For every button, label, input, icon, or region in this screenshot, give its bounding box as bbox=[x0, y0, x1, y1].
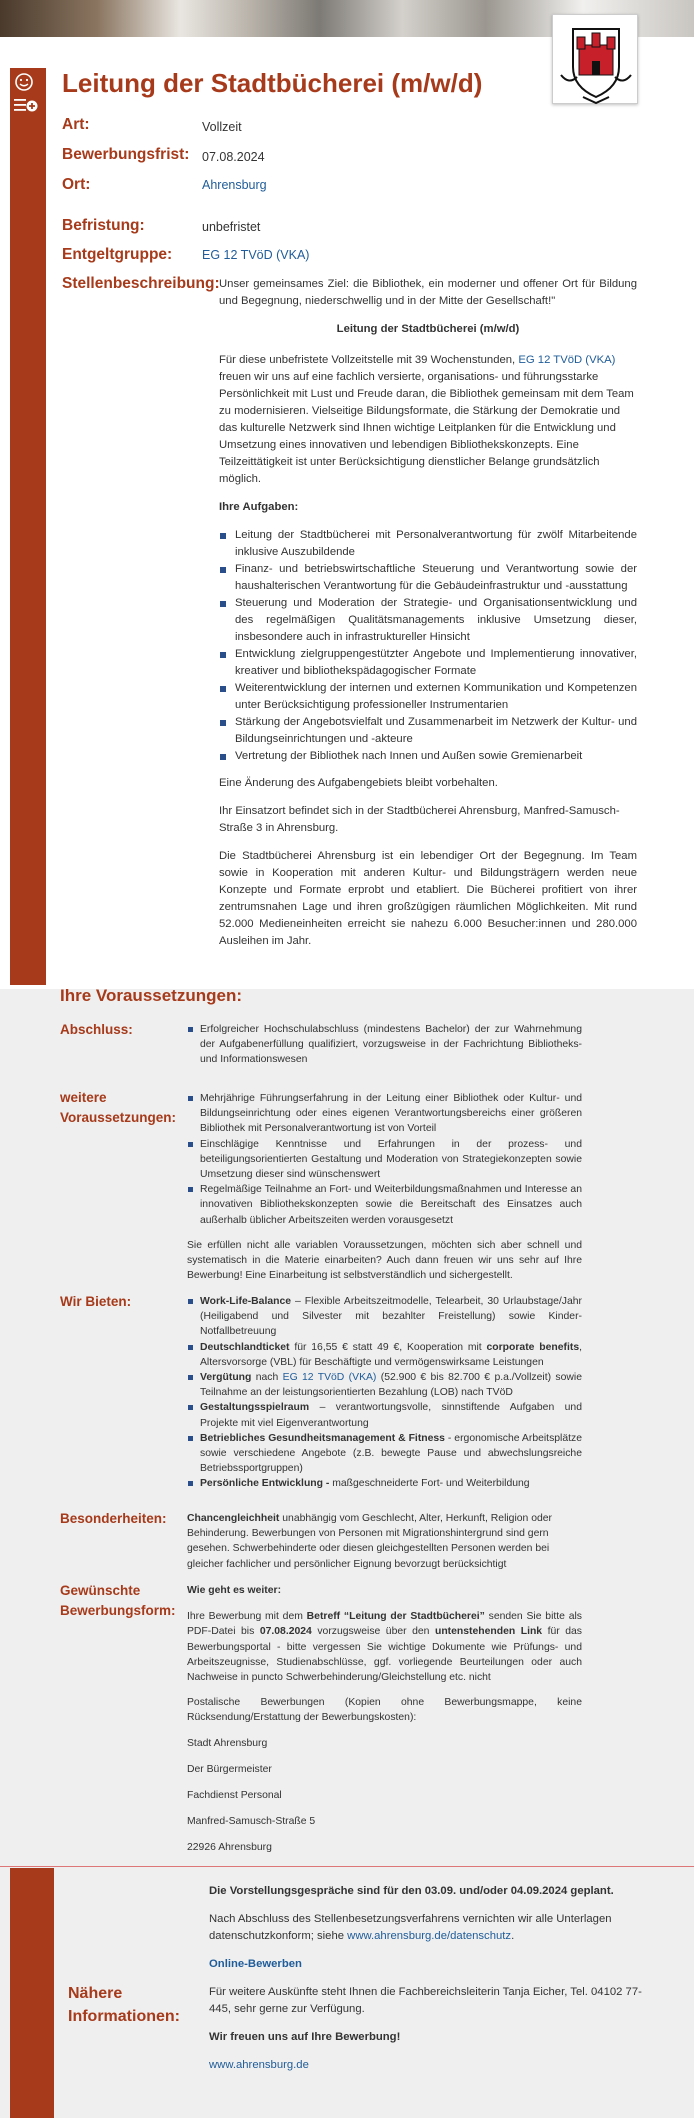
city-logo bbox=[552, 14, 638, 104]
address-line: Fachdienst Personal bbox=[187, 1790, 282, 1802]
list-item: Finanz- und betriebswirtschaftliche Steuerung und Verantwortung sowie der haushalterischen Verantwortung für die Gebäudeinfrastruktur und -ausstattung bbox=[219, 561, 637, 595]
list-item: Gestaltungsspielraum – verantwortungsvolle, sinnstiftende Aufgaben und Projekte mit viel Eigenverantwortung bbox=[187, 1400, 582, 1430]
pay-grade-inline-link[interactable]: EG 12 TVöD (VKA) bbox=[518, 354, 616, 366]
website-link[interactable]: www.ahrensburg.de bbox=[209, 2059, 309, 2071]
contact-text: Für weitere Auskünfte steht Ihnen die Fachbereichsleiterin Tanja Eicher, Tel. 04102 77-445, sehr gerne zur Verfügung. bbox=[209, 1986, 642, 2015]
tasks-heading: Ihre Aufgaben: bbox=[219, 501, 299, 513]
action-icons bbox=[13, 72, 39, 114]
list-item: Mehrjährige Führungserfahrung in der Leitung einer Bibliothek oder Kultur- und Bildungseinrichtung oder eines eigenen Verantwortungsbereichs einer größeren Bibliothek mit Personalverantwortung ist von Vorteil bbox=[187, 1091, 582, 1137]
list-item: Leitung der Stadtbücherei mit Personalverantwortung für zwölf Mitarbeitende inklusive Auszubildende bbox=[219, 527, 637, 561]
interview-dates: Die Vorstellungsgespräche sind für den 03.09. und/oder 04.09.2024 geplant. bbox=[209, 1885, 614, 1897]
accent-bar-bottom-overlay bbox=[10, 1868, 54, 2118]
further-requirements-label: weitere Voraussetzungen: bbox=[60, 1090, 177, 1125]
closing-text: Wir freuen uns auf Ihre Bewerbung! bbox=[209, 2031, 401, 2043]
art-label: Art: bbox=[62, 116, 90, 133]
postal-note: Postalische Bewerbungen (Kopien ohne Bewerbungsmappe, keine Rücksendung/Erstattung der Bewerbungskosten): bbox=[187, 1697, 582, 1724]
degree-label: Abschluss: bbox=[60, 1022, 133, 1037]
next-steps-heading: Wie geht es weiter: bbox=[187, 1585, 282, 1596]
benefits-section bbox=[187, 1294, 582, 1492]
apply-online-link[interactable]: Online-Bewerben bbox=[209, 1958, 302, 1970]
deadline-value: 07.08.2024 bbox=[202, 150, 265, 164]
address-line: Manfred-Samusch-Straße 5 bbox=[187, 1816, 316, 1828]
more-info-label: Nähere Informationen: bbox=[68, 1985, 180, 2025]
section-divider bbox=[0, 1866, 694, 1867]
term-label: Befristung: bbox=[62, 217, 145, 234]
page-title: Leitung der Stadtbücherei (m/w/d) bbox=[62, 68, 483, 98]
specifics-section: Chancengleichheit unabhängig vom Geschlecht, Alter, Herkunft, Religion oder Behinderung. Bewerbungen von Personen mit Migrationshintergrund sind gern gesehen. Schwerbehinderte oder diesen gleichgestellten Personen werden bei gleicher fachlicher und persönlicher Eignung bevorzugt berücksichtigt bbox=[187, 1513, 553, 1570]
list-item: Einschlägige Kenntnisse und Erfahrungen in der prozess- und beteiligungsorientierten Gestaltung und Moderation von Strategiekonzepten sowie Umsetzung dieser sind wünschenswert bbox=[187, 1137, 582, 1183]
list-item: Vertretung der Bibliothek nach Innen und Außen sowie Gremienarbeit bbox=[219, 748, 637, 765]
list-item: Entwicklung zielgruppengestützter Angebote und Implementierung innovativer, kreativer und bibliothekspädagogischer Formate bbox=[219, 646, 637, 680]
degree-section bbox=[187, 1022, 582, 1068]
address-line: Stadt Ahrensburg bbox=[187, 1737, 268, 1749]
add-list-icon[interactable] bbox=[13, 96, 39, 114]
intro-text: Unser gemeinsames Ziel: die Bibliothek, ein moderner und offener Ort für Bildung und Begegnung, niederschwellig und in der Mitte der Gesellschaft!" bbox=[219, 278, 637, 307]
pay-grade-link[interactable]: EG 12 TVöD (VKA) bbox=[202, 248, 310, 262]
art-value: Vollzeit bbox=[202, 120, 242, 134]
location-label: Ort: bbox=[62, 176, 91, 193]
list-item: Persönliche Entwicklung - maßgeschneiderte Fort- und Weiterbildung bbox=[187, 1476, 582, 1491]
pay-grade-inline-link[interactable]: EG 12 TVöD (VKA) bbox=[282, 1372, 377, 1384]
list-item: Betriebliches Gesundheitsmanagement & Fitness - ergonomische Arbeitsplätze sowie verschiedene Angebote (z.B. bewegte Pause und abwechslungsreiche Betriebssportgruppen) bbox=[187, 1431, 582, 1477]
privacy-link[interactable]: www.ahrensburg.de/datenschutz bbox=[347, 1930, 512, 1942]
accent-bar-top bbox=[10, 68, 46, 985]
list-item: Weiterentwicklung der internen und externen Kommunikation und Kompetenzen unter Berücksichtigung professioneller Instrumentarien bbox=[219, 680, 637, 714]
further-requirements-section bbox=[187, 1091, 582, 1293]
description-paragraph: Für diese unbefristete Vollzeitstelle mit 39 Wochenstunden, EG 12 TVöD (VKA) freuen wir uns auf eine fachlich versierte, organisations- und führungsstarke Persönlichkeit mit Lust und Freude daran, die Bibliothek gemeinsam mit dem Team zu modernisieren. Vielseitige Bildungsformate, die Stärkung der Demokratie und das kulturelle Netzwerk sind Ihnen wichtige Leitplanken für die Entwicklung und Umsetzung eines innovativen und lebendigen Bibliothekskonzepts. Eine Teilzeittätigkeit ist unter Berücksichtigung dienstlicher Belange grundsätzlich möglich. bbox=[219, 354, 634, 485]
tasks-list bbox=[219, 527, 637, 765]
job-description bbox=[219, 276, 637, 961]
location-note: Ihr Einsatzort befindet sich in der Stadtbücherei Ahrensburg, Manfred-Samusch-Straße 3 in Ahrensburg. bbox=[219, 805, 620, 834]
change-note: Eine Änderung des Aufgabengebiets bleibt vorbehalten. bbox=[219, 777, 498, 789]
list-item: Regelmäßige Teilnahme an Fort- und Weiterbildungsmaßnahmen und Interesse an innovativen Bibliothekskonzepten sowie die Bereitschaft des Einsatzes auch außerhalb üblicher Arbeitszeiten werden vorausgesetzt bbox=[187, 1182, 582, 1228]
list-item: Work-Life-Balance – Flexible Arbeitszeitmodelle, Telearbeit, 30 Urlaubstage/Jahr (Heiligabend und Silvester mit bezahlter Freistellung) sowie Kinder-Notfallbetreuung bbox=[187, 1294, 582, 1340]
list-item: Deutschlandticket für 16,55 € statt 49 €, Kooperation mit corporate benefits, Altersvorsorge (VBL) für Beschäftigte und vermögenswirksame Leistungen bbox=[187, 1340, 582, 1370]
list-item: Steuerung und Moderation der Strategie- und Organisationsentwicklung und des regelmäßigen Qualitätsmanagements inklusive Umsetzung dieser, insbesondere auch in infrastruktureller Hinsicht bbox=[219, 595, 637, 646]
smiley-icon[interactable] bbox=[13, 72, 35, 92]
list-item: Erfolgreicher Hochschulabschluss (mindestens Bachelor) der zur Wahrnehmung der Aufgabenerfüllung qualifiziert, vorzugsweise in der Fachrichtung Bibliotheks- und Informationswesen bbox=[187, 1022, 582, 1068]
address-line: 22926 Ahrensburg bbox=[187, 1842, 272, 1854]
library-note: Die Stadtbücherei Ahrensburg ist ein lebendiger Ort der Begegnung. Im Team sowie in Kooperation mit anderen Kultur- und Bildungsträgern werden neue Konzepte und Formate erprobt und etabliert. Die Bücherei profitiert von ihrer zentrumsnahen Lage und ihren großzügigen räumlichen Möglichkeiten. Mit rund 52.000 Medieneinheiten erreicht sie nahezu 6.000 Besucher:innen und 280.000 Ausleihen im Jahr. bbox=[219, 850, 637, 947]
benefits-label: Wir Bieten: bbox=[60, 1294, 132, 1309]
address-line: Der Bürgermeister bbox=[187, 1763, 272, 1775]
application-form-section: Wie geht es weiter: Ihre Bewerbung mit dem Betreff “Leitung der Stadtbücherei” senden Sie bitte als PDF-Datei bis 07.08.2024 vorzugsweise über den untenstehenden Link für das Bewerbungsportal - bitte vergessen Sie wichtige Dokumente wie Prüfungs- und Arbeitszeugnisse, Studienabschlüsse, ggf. vorliegende Beurteilungen oder auch Nachweise in puncto Schwerbehinderung/Gleichstellung etc. nicht Postalische Bewerbungen (Kopien ohne Bewerbungsmappe, keine Rücksendung/Erstattung der Bewerbungskosten): Stadt Ahrensburg Der Bürgermeister Fachdienst Personal Manfred-Samusch-Straße 5 22926 Ahrensburg bbox=[187, 1583, 582, 1856]
more-info-section: Die Vorstellungsgespräche sind für den 03.09. und/oder 04.09.2024 geplant. Nach Abschluss des Stellenbesetzungsverfahrens vernichten wir alle Unterlagen datenschutzkonform; siehe www.ahrensburg.de/datenschutz. Online-Bewerben Für weitere Auskünfte steht Ihnen die Fachbereichsleiterin Tanja Eicher, Tel. 04102 77-445, sehr gerne zur Verfügung. Wir freuen uns auf Ihre Bewerbung! www.ahrensburg.de bbox=[209, 1883, 649, 2084]
application-form-label: Gewünschte Bewerbungsform: bbox=[60, 1583, 176, 1618]
location-link[interactable]: Ahrensburg bbox=[202, 178, 267, 192]
description-heading: Leitung der Stadtbücherei (m/w/d) bbox=[336, 323, 520, 335]
coat-of-arms-icon bbox=[553, 15, 639, 105]
description-label: Stellenbeschreibung: bbox=[62, 275, 220, 292]
list-item: Stärkung der Angebotsvielfalt und Zusammenarbeit im Netzwerk der Kultur- und Bildungseinrichtungen und -akteure bbox=[219, 714, 637, 748]
requirements-title: Ihre Voraussetzungen: bbox=[60, 986, 242, 1005]
term-value: unbefristet bbox=[202, 220, 261, 234]
pay-grade-label: Entgeltgruppe: bbox=[62, 246, 173, 263]
deadline-label: Bewerbungsfrist: bbox=[62, 146, 190, 163]
specifics-label: Besonderheiten: bbox=[60, 1511, 167, 1526]
list-item: Vergütung nach EG 12 TVöD (VKA) (52.900 € bis 82.700 € p.a./Vollzeit) sowie Teilnahme an der leistungsorientierten Bezahlung (LOB) nach TVöD bbox=[187, 1370, 582, 1400]
requirements-note: Sie erfüllen nicht alle variablen Voraussetzungen, möchten sich aber schnell und systematisch in die Materie einarbeiten? Auch dann freuen wir uns sehr auf Ihre Bewerbung! Eine Einarbeitung ist selbstverständlich und sichergestellt. bbox=[187, 1239, 582, 1282]
